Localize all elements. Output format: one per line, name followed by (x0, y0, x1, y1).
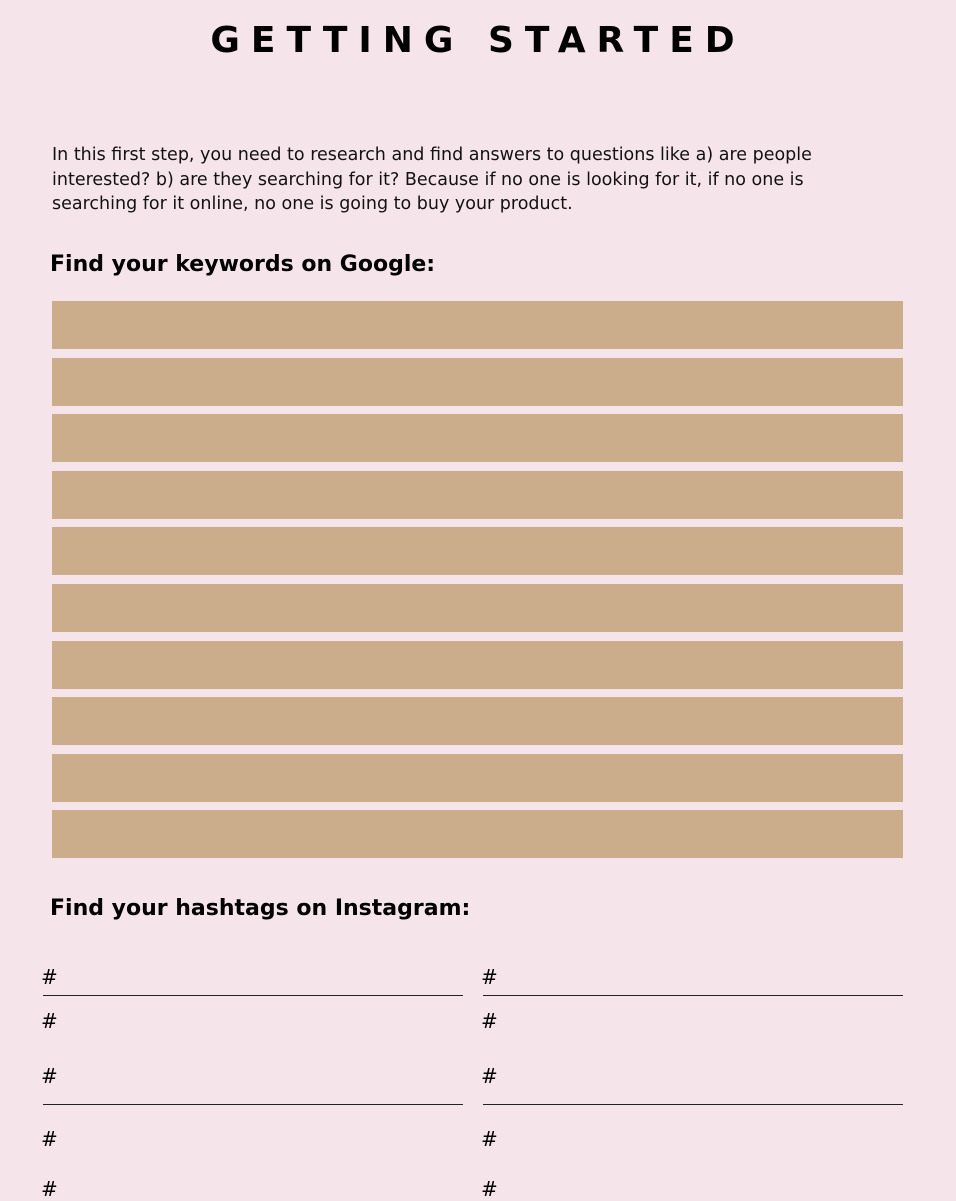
hashtag-symbol: # (41, 1127, 58, 1151)
keyword-field-9[interactable] (52, 754, 903, 802)
hashtag-symbol: # (41, 965, 58, 989)
hashtag-symbol: # (41, 1064, 58, 1088)
keyword-field-2[interactable] (52, 358, 903, 406)
keyword-field-7[interactable] (52, 641, 903, 689)
hashtag-input-line[interactable] (43, 995, 463, 996)
hashtag-symbol: # (481, 1064, 498, 1088)
hashtag-symbol: # (481, 1009, 498, 1033)
keyword-field-6[interactable] (52, 584, 903, 632)
page-title: GETTING STARTED (210, 20, 746, 61)
hashtag-symbol: # (481, 1177, 498, 1201)
hashtag-symbol: # (41, 1177, 58, 1201)
hashtag-input-line[interactable] (483, 1104, 903, 1105)
keyword-field-5[interactable] (52, 527, 903, 575)
keyword-field-3[interactable] (52, 414, 903, 462)
keyword-field-8[interactable] (52, 697, 903, 745)
hashtag-symbol: # (481, 1127, 498, 1151)
keyword-field-list (52, 301, 903, 867)
hashtag-symbol: # (481, 965, 498, 989)
hashtag-input-line[interactable] (43, 1104, 463, 1105)
hashtag-symbol: # (41, 1009, 58, 1033)
hashtags-heading: Find your hashtags on Instagram: (50, 896, 471, 921)
keywords-heading: Find your keywords on Google: (50, 252, 436, 277)
keyword-field-4[interactable] (52, 471, 903, 519)
keyword-field-10[interactable] (52, 810, 903, 858)
intro-paragraph: In this first step, you need to research and find answers to questions like a) are people interested? b) are they searching for it? Because if no one is looking for it, if no one is searching for it online, no one is going to buy your product. (52, 145, 812, 214)
keyword-field-1[interactable] (52, 301, 903, 349)
hashtag-input-line[interactable] (483, 995, 903, 996)
